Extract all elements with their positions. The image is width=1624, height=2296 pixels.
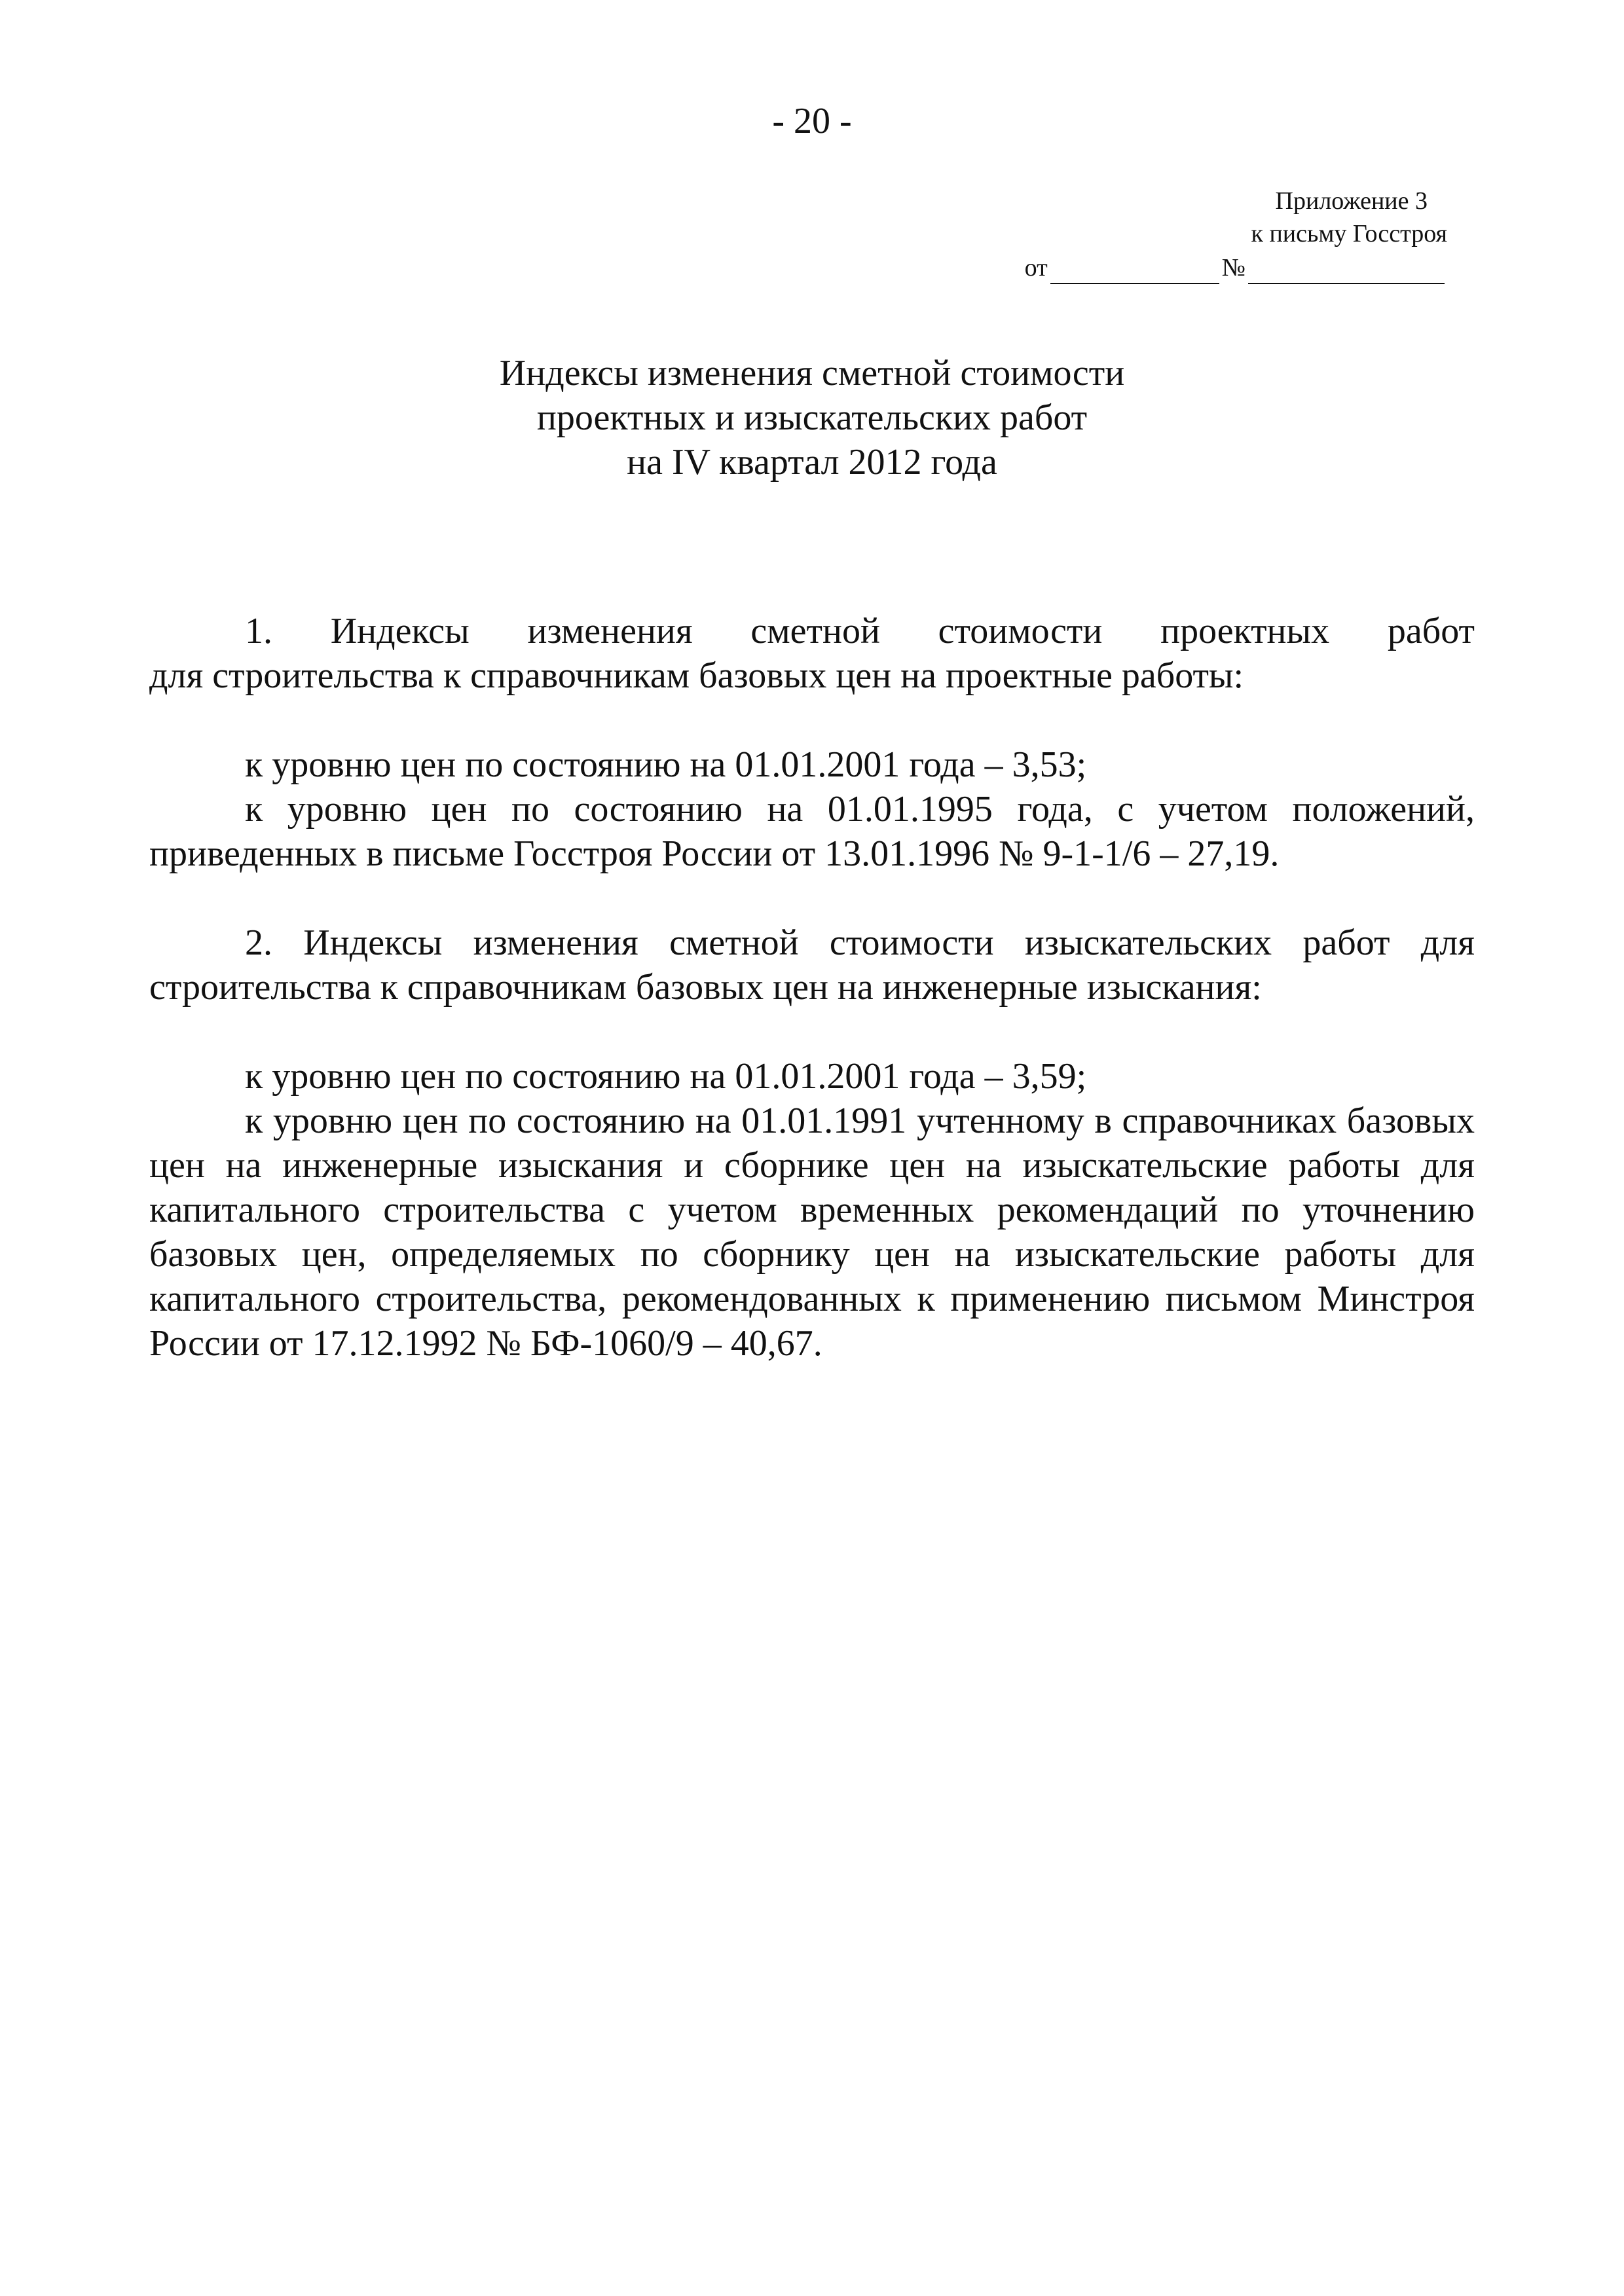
- attachment-letter-ref: к письму Госстроя: [1251, 220, 1447, 247]
- attachment-block: [989, 185, 1447, 284]
- page-number: - 20 -: [772, 101, 852, 141]
- attachment-date-number-line: [989, 251, 1447, 284]
- number-label: №: [1221, 254, 1246, 282]
- heading-word: изменения: [527, 611, 693, 651]
- heading-word: работ: [1387, 611, 1475, 651]
- heading-word: Индексы: [330, 611, 470, 651]
- heading-word: стоимости: [938, 611, 1103, 651]
- attachment-title: Приложение 3: [1275, 187, 1428, 215]
- section-2-item-1: к уровню цен по состоянию на 01.01.2001 года – 3,59;: [245, 1056, 1087, 1097]
- section-2-heading: 2. Индексы изменения сметной стоимости изыскательских работ для строительства к справочникам базовых цен на инженерные изыскания:: [149, 922, 1475, 1008]
- section-2-item-2: к уровню цен по состоянию на 01.01.1991 учтенному в справочниках базовых цен на инженерные изыскания и сборнике цен на изыскательские работы для капитального строительства с учетом временных рекомендаций по уточнению базовых цен, определяемых по сборнику цен на изыскательские работы для капитального строительства, рекомендованных к применению письмом Минстроя России от 17.12.1992 № БФ-1060/9 – 40,67.: [149, 1101, 1475, 1364]
- section-1-heading-rest: для строительства к справочникам базовых цен на проектные работы:: [149, 655, 1244, 696]
- title-line-3: на IV квартал 2012 года: [627, 442, 997, 483]
- heading-word: 1.: [245, 611, 272, 651]
- heading-word: проектных: [1160, 611, 1330, 651]
- number-blank: [1248, 258, 1445, 284]
- title-line-1: Индексы изменения сметной стоимости: [499, 353, 1125, 393]
- date-blank: [1050, 258, 1219, 284]
- section-1-item-1: к уровню цен по состоянию на 01.01.2001 года – 3,53;: [245, 744, 1087, 785]
- section-1-item-2: к уровню цен по состоянию на 01.01.1995 года, с учетом положений, приведенных в письме Госстроя России от 13.01.1996 № 9-1-1/6 – 27,19.: [149, 789, 1475, 874]
- title-line-2: проектных и изыскательских работ: [536, 397, 1088, 438]
- heading-word: сметной: [750, 611, 880, 651]
- section-1-heading-line: [149, 609, 1475, 653]
- from-label: от: [1024, 254, 1048, 282]
- document-body: [149, 609, 1475, 1366]
- document-title: [0, 351, 1624, 484]
